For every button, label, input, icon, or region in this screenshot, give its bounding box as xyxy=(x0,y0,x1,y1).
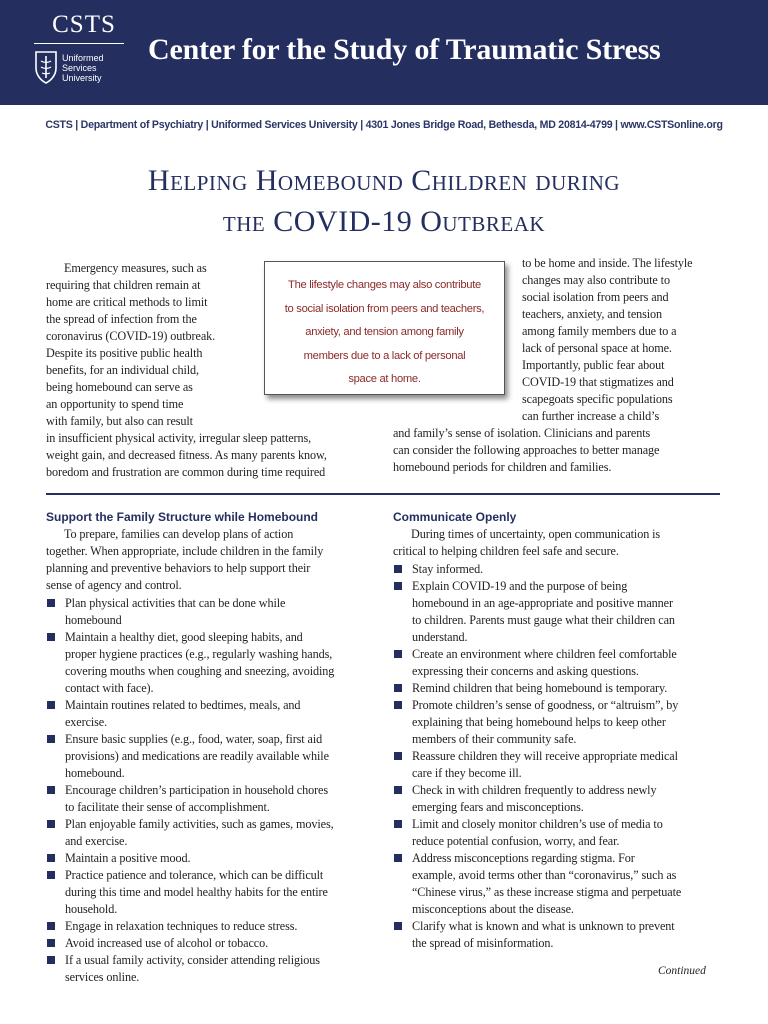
bullet-line: If a usual family activity, consider attending religious xyxy=(65,953,320,967)
title-line: the COVID-19 Outbreak xyxy=(222,205,546,238)
text-line: in insufficient physical activity, irregular sleep patterns, xyxy=(46,431,312,445)
section-heading-family-structure: Support the Family Structure while Homebound xyxy=(46,510,319,524)
bullet-line: Plan enjoyable family activities, such as games, movies, xyxy=(65,817,334,831)
family-structure-list xyxy=(46,595,334,986)
list-item xyxy=(46,629,334,697)
list-item xyxy=(46,697,334,731)
bullet-line: homebound in an age-appropriate and positive manner xyxy=(412,596,673,610)
bullet-line: to children. Parents must gauge what their children can xyxy=(412,613,675,627)
list-item xyxy=(46,935,334,952)
bullet-line: Maintain a positive mood. xyxy=(65,851,191,865)
text-line: coronavirus (COVID-19) outbreak. xyxy=(46,329,216,343)
text-line: can consider the following approaches to better manage xyxy=(393,443,660,457)
bullet-line: Limit and closely monitor children’s use of media to xyxy=(412,817,663,831)
list-item xyxy=(46,595,334,629)
bullet-line: services online. xyxy=(65,970,140,984)
list-item xyxy=(46,952,334,986)
text-line: teachers, anxiety, and tension xyxy=(522,307,663,321)
text-line: and family’s sense of isolation. Clinicians and parents xyxy=(393,426,651,440)
bullet-line: Address misconceptions regarding stigma. For xyxy=(412,851,635,865)
text-line: planning and preventive behaviors to help support their xyxy=(46,561,311,575)
section-heading-communicate-openly: Communicate Openly xyxy=(393,510,517,524)
bullet-line: example, avoid terms other than “coronavirus,” such as xyxy=(412,868,677,882)
bullet-line: Ensure basic supplies (e.g., food, water, soap, first aid xyxy=(65,732,323,746)
text-line: sense of agency and control. xyxy=(46,578,182,592)
text-line: COVID-19 that stigmatizes and xyxy=(522,375,674,389)
text-line: an opportunity to spend time xyxy=(46,397,184,411)
bullet-line: covering mouths when coughing and sneezing, avoiding xyxy=(65,664,335,678)
text-line: the spread of infection from the xyxy=(46,312,197,326)
section-left-intro xyxy=(46,526,323,594)
text-line: benefits, for an individual child, xyxy=(46,363,199,377)
bullet-line: Promote children’s sense of goodness, or “altruism”, by xyxy=(412,698,679,712)
bullet-line: Clarify what is known and what is unknown to prevent xyxy=(412,919,675,933)
bullet-line: members of their community safe. xyxy=(412,732,577,746)
logo-university-name xyxy=(62,53,104,83)
bullet-line: explaining that being homebound helps to keep other xyxy=(412,715,666,729)
list-item xyxy=(46,816,334,850)
bullet-line: Create an environment where children feel comfortable xyxy=(412,647,677,661)
list-item xyxy=(393,850,681,918)
bullet-line: proper hygiene practices (e.g., regularly washing hands, xyxy=(65,647,333,661)
bullet-line: Reassure children they will receive appropriate medical xyxy=(412,749,678,763)
bullet-line: Avoid increased use of alcohol or tobacco. xyxy=(65,936,269,950)
bullet-line: provisions) and medications are readily available while xyxy=(65,749,329,763)
bullet-line: Remind children that being homebound is temporary. xyxy=(412,681,668,695)
bullet-line: Maintain routines related to bedtimes, meals, and xyxy=(65,698,301,712)
bullet-line: Stay informed. xyxy=(412,562,484,576)
logo-rule xyxy=(34,43,124,44)
list-item xyxy=(393,697,681,748)
list-item xyxy=(46,782,334,816)
intro-right-continuation xyxy=(393,425,659,476)
list-item xyxy=(393,816,681,850)
text-line: During times of uncertainty, open communication is xyxy=(411,527,661,541)
list-item xyxy=(393,646,681,680)
pull-quote-box xyxy=(264,261,505,395)
bullet-line: the spread of misinformation. xyxy=(412,936,554,950)
bullet-line: Explain COVID-19 and the purpose of being xyxy=(412,579,628,593)
bullet-line: to facilitate their sense of accomplishment. xyxy=(65,800,270,814)
continued-label: Continued xyxy=(658,965,706,977)
pull-quote-line: The lifestyle changes may also contribute xyxy=(288,279,481,291)
bullet-line: Plan physical activities that can be done while xyxy=(65,596,286,610)
pull-quote-line: members due to a lack of personal xyxy=(303,349,466,362)
bullet-line: Maintain a healthy diet, good sleeping habits, and xyxy=(65,630,303,644)
bullet-line: during this time and model healthy habits for the entire xyxy=(65,885,328,899)
usu-seal-icon xyxy=(34,50,58,84)
bullet-line: exercise. xyxy=(65,715,108,729)
pull-quote-text xyxy=(265,274,504,392)
text-line: with family, but also can result xyxy=(46,414,193,428)
logo-line: Uniformed xyxy=(62,53,104,63)
text-line: changes may also contribute to xyxy=(522,273,670,287)
text-line: scapegoats specific populations xyxy=(522,392,673,406)
list-item xyxy=(46,867,334,918)
bullet-line: homebound. xyxy=(65,766,125,780)
address-line: CSTS | Department of Psychiatry | Uniformed Services University | 4301 Jones Bridge Road, Bethesda, MD 20814-4799 | www.CSTSonline.org xyxy=(45,119,723,131)
document-title xyxy=(0,160,768,242)
bullet-line: Practice patience and tolerance, which can be difficult xyxy=(65,868,324,882)
organization-title: Center for the Study of Traumatic Stress xyxy=(148,33,661,66)
list-item xyxy=(46,850,334,867)
logo-line: Services xyxy=(62,63,97,73)
text-line: among family members due to a xyxy=(522,324,677,338)
bullet-line: “Chinese virus,” as these increase stigma and perpetuate xyxy=(412,885,682,899)
text-line: Despite its positive public health xyxy=(46,346,203,360)
text-line: to be home and inside. The lifestyle xyxy=(522,256,693,270)
text-line: together. When appropriate, include children in the family xyxy=(46,544,324,558)
title-line: Helping Homebound Children during xyxy=(147,164,621,197)
text-line: boredom and frustration are common during time required xyxy=(46,465,326,479)
bullet-line: homebound xyxy=(65,613,122,627)
list-item xyxy=(393,782,681,816)
bullet-line: Check in with children frequently to address newly xyxy=(412,783,657,797)
logo-line: University xyxy=(62,73,102,83)
list-item xyxy=(46,731,334,782)
bullet-line: understand. xyxy=(412,630,468,644)
bullet-line: reduce potential confusion, worry, and fear. xyxy=(412,834,620,848)
text-line: can further increase a child’s xyxy=(522,409,660,423)
bullet-line: Encourage children’s participation in household chores xyxy=(65,783,328,797)
text-line: Importantly, public fear about xyxy=(522,358,665,372)
bullet-line: expressing their concerns and asking questions. xyxy=(412,664,639,678)
section-right-intro xyxy=(393,526,660,560)
pull-quote-line: to social isolation from peers and teachers, xyxy=(284,302,485,315)
text-line: critical to helping children feel safe and secure. xyxy=(393,544,619,558)
bullet-line: and exercise. xyxy=(65,834,128,848)
text-line: home are critical methods to limit xyxy=(46,295,208,309)
bullet-line: household. xyxy=(65,902,118,916)
text-line: Emergency measures, such as xyxy=(64,261,207,275)
list-item xyxy=(393,748,681,782)
text-line: weight gain, and decreased fitness. As many parents know, xyxy=(46,448,327,462)
intro-right-column xyxy=(522,255,692,425)
list-item xyxy=(393,918,681,952)
section-divider xyxy=(46,493,720,495)
list-item xyxy=(393,578,681,646)
text-line: social isolation from peers and xyxy=(522,290,669,304)
communicate-openly-list xyxy=(393,561,681,952)
list-item xyxy=(393,561,681,578)
bullet-line: Engage in relaxation techniques to reduce stress. xyxy=(65,919,298,933)
bullet-line: misconceptions about the disease. xyxy=(412,902,574,916)
text-line: requiring that children remain at xyxy=(46,278,201,292)
list-item xyxy=(46,918,334,935)
masthead xyxy=(0,0,768,105)
logo-acronym: CSTS xyxy=(52,11,116,38)
list-item xyxy=(393,680,681,697)
pull-quote-line: space at home. xyxy=(348,373,421,386)
text-line: homebound periods for children and families. xyxy=(393,460,612,474)
bullet-line: contact with face). xyxy=(65,681,154,695)
text-line: lack of personal space at home. xyxy=(522,341,672,355)
bullet-line: emerging fears and misconceptions. xyxy=(412,800,584,814)
bullet-line: care if they become ill. xyxy=(412,766,522,780)
pull-quote-line: anxiety, and tension among family xyxy=(305,326,464,339)
text-line: being homebound can serve as xyxy=(46,380,193,394)
text-line: To prepare, families can develop plans of action xyxy=(64,527,294,541)
